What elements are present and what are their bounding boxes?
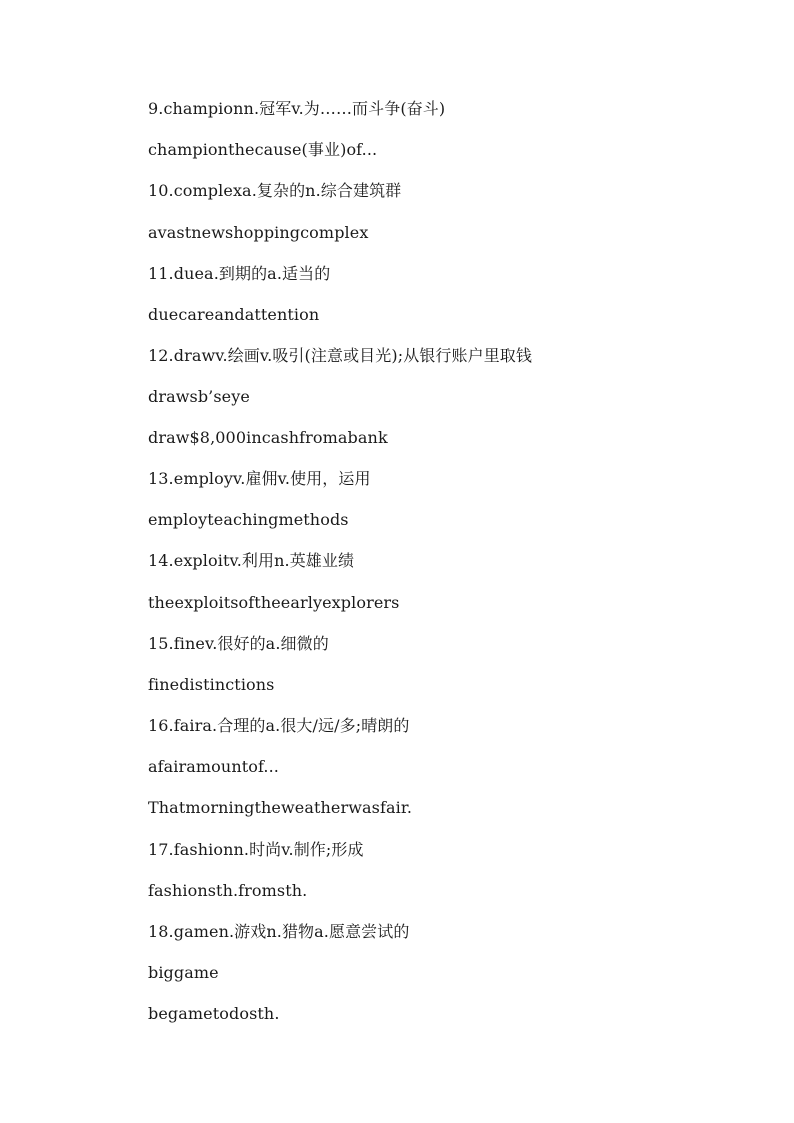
entry-heading-fair: 16.faira.合理的a.很大/远/多;晴朗的 [148,716,410,735]
example-line: duecareandattention [148,305,320,324]
example-line: biggame [148,963,219,982]
example-line: fashionsth.fromsth. [148,881,308,900]
example-line: draw$8,000incashfromabank [148,428,388,447]
entry-heading-employ: 13.employv.雇佣v.使用，运用 [148,469,371,488]
entry-heading-fashion: 17.fashionn.时尚v.制作;形成 [148,840,364,859]
entry-heading-champion: 9.championn.冠军v.为……而斗争(奋斗) [148,99,446,118]
entry-heading-complex: 10.complexa.复杂的n.综合建筑群 [148,181,402,200]
example-line: finedistinctions [148,675,275,694]
entry-heading-exploit: 14.exploitv.利用n.英雄业绩 [148,551,355,570]
example-line: drawsb’seye [148,387,250,406]
example-line: theexploitsoftheearlyexplorers [148,593,400,612]
example-line: championthecause(事业)of... [148,140,378,159]
example-line: afairamountof... [148,757,279,776]
entry-heading-draw: 12.drawv.绘画v.吸引(注意或目光);从银行账户里取钱 [148,346,532,365]
example-line: Thatmorningtheweatherwasfair. [148,798,413,817]
example-line: employteachingmethods [148,510,349,529]
entry-heading-fine: 15.finev.很好的a.细微的 [148,634,329,653]
entry-heading-game: 18.gamen.游戏n.猎物a.愿意尝试的 [148,922,410,941]
example-line: begametodosth. [148,1004,280,1023]
entry-heading-due: 11.duea.到期的a.适当的 [148,264,331,283]
example-line: avastnewshoppingcomplex [148,223,369,242]
